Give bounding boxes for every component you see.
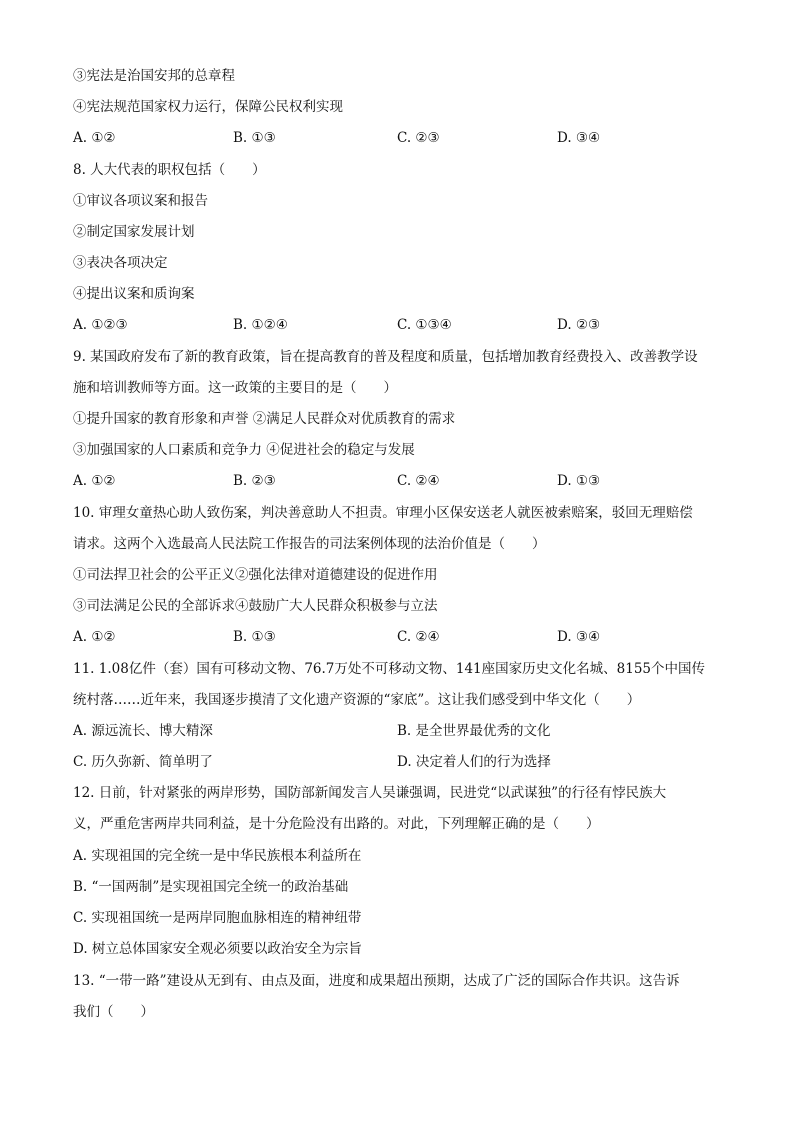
q12-option-a: A. 实现祖国的完全统一是中华民族根本利益所在 bbox=[73, 848, 362, 864]
q13-stem-line-1: 13. “一带一路”建设从无到有、由点及面，进度和成果超出预期，达成了广泛的国际合作共识。这告诉 bbox=[73, 973, 680, 989]
q11-option-b: B. 是全世界最优秀的文化 bbox=[397, 723, 551, 739]
q9-option-a: A. ①② bbox=[73, 473, 116, 489]
q11-stem-line-2: 统村落……近年来，我国逐步摸清了文化遗产资源的“家底”。这让我们感受到中华文化（ ） bbox=[73, 692, 641, 708]
q8-item-4: ④提出议案和质询案 bbox=[73, 286, 195, 302]
q7-item-3: ③宪法是治国安邦的总章程 bbox=[73, 68, 235, 84]
q11-option-c: C. 历久弥新、简单明了 bbox=[73, 754, 213, 770]
q8-option-d: D. ②③ bbox=[557, 317, 601, 333]
q8-option-a: A. ①②③ bbox=[73, 317, 128, 333]
q8-item-2: ②制定国家发展计划 bbox=[73, 224, 195, 240]
q10-option-a: A. ①② bbox=[73, 629, 116, 645]
q7-option-a: A. ①② bbox=[73, 130, 116, 146]
q13-stem-line-2: 我们（ ） bbox=[73, 1004, 154, 1020]
q10-option-d: D. ③④ bbox=[557, 629, 601, 645]
q9-option-c: C. ②④ bbox=[397, 473, 440, 489]
q9-option-b: B. ②③ bbox=[233, 473, 276, 489]
q10-stem-line-2: 请求。这两个入选最高人民法院工作报告的司法案例体现的法治价值是（ ） bbox=[73, 536, 546, 552]
q7-item-4: ④宪法规范国家权力运行，保障公民权利实现 bbox=[73, 99, 343, 115]
q12-option-c: C. 实现祖国统一是两岸同胞血脉相连的精神纽带 bbox=[73, 910, 362, 926]
q9-items-line-1: ①提升国家的教育形象和声誉 ②满足人民群众对优质教育的需求 bbox=[73, 411, 456, 427]
q9-stem-line-2: 施和培训教师等方面。这一政策的主要目的是（ ） bbox=[73, 380, 397, 396]
q12-option-b: B. “一国两制”是实现祖国完全统一的政治基础 bbox=[73, 879, 349, 895]
q11-option-d: D. 决定着人们的行为选择 bbox=[397, 754, 551, 770]
q12-option-d: D. 树立总体国家安全观必须要以政治安全为宗旨 bbox=[73, 941, 362, 957]
q12-stem-line-1: 12. 日前，针对紧张的两岸形势，国防部新闻发言人吴谦强调，民进党“以武谋独”的行径有悖民族大 bbox=[73, 785, 667, 801]
q10-items-line-2: ③司法满足公民的全部诉求④鼓励广大人民群众积极参与立法 bbox=[73, 598, 438, 614]
q11-option-a: A. 源远流长、博大精深 bbox=[73, 723, 213, 739]
q10-option-b: B. ①③ bbox=[233, 629, 276, 645]
q7-option-b: B. ①③ bbox=[233, 130, 276, 146]
q8-option-b: B. ①②④ bbox=[233, 317, 288, 333]
q10-stem-line-1: 10. 审理女童热心助人致伤案，判决善意助人不担责。审理小区保安送老人就医被索赔案，驳回无理赔偿 bbox=[73, 505, 693, 521]
q9-option-d: D. ①③ bbox=[557, 473, 601, 489]
q8-option-c: C. ①③④ bbox=[397, 317, 452, 333]
q10-option-c: C. ②④ bbox=[397, 629, 440, 645]
q8-item-1: ①审议各项议案和报告 bbox=[73, 193, 208, 209]
q9-items-line-2: ③加强国家的人口素质和竞争力 ④促进社会的稳定与发展 bbox=[73, 442, 415, 458]
q12-stem-line-2: 义，严重危害两岸共同利益，是十分危险没有出路的。对此，下列理解正确的是（ ） bbox=[73, 816, 600, 832]
q9-stem-line-1: 9. 某国政府发布了新的教育政策，旨在提高教育的普及程度和质量，包括增加教育经费投入、改善教学设 bbox=[73, 349, 698, 365]
q10-items-line-1: ①司法捍卫社会的公平正义②强化法律对道德建设的促进作用 bbox=[73, 567, 438, 583]
q7-option-d: D. ③④ bbox=[557, 130, 601, 146]
q8-stem: 8. 人大代表的职权包括（ ） bbox=[73, 162, 266, 178]
q11-stem-line-1: 11. 1.08亿件（套）国有可移动文物、76.7万处不可移动文物、141座国家历史文化名城、8155个中国传 bbox=[73, 661, 706, 677]
q8-item-3: ③表决各项决定 bbox=[73, 255, 168, 271]
q7-option-c: C. ②③ bbox=[397, 130, 440, 146]
